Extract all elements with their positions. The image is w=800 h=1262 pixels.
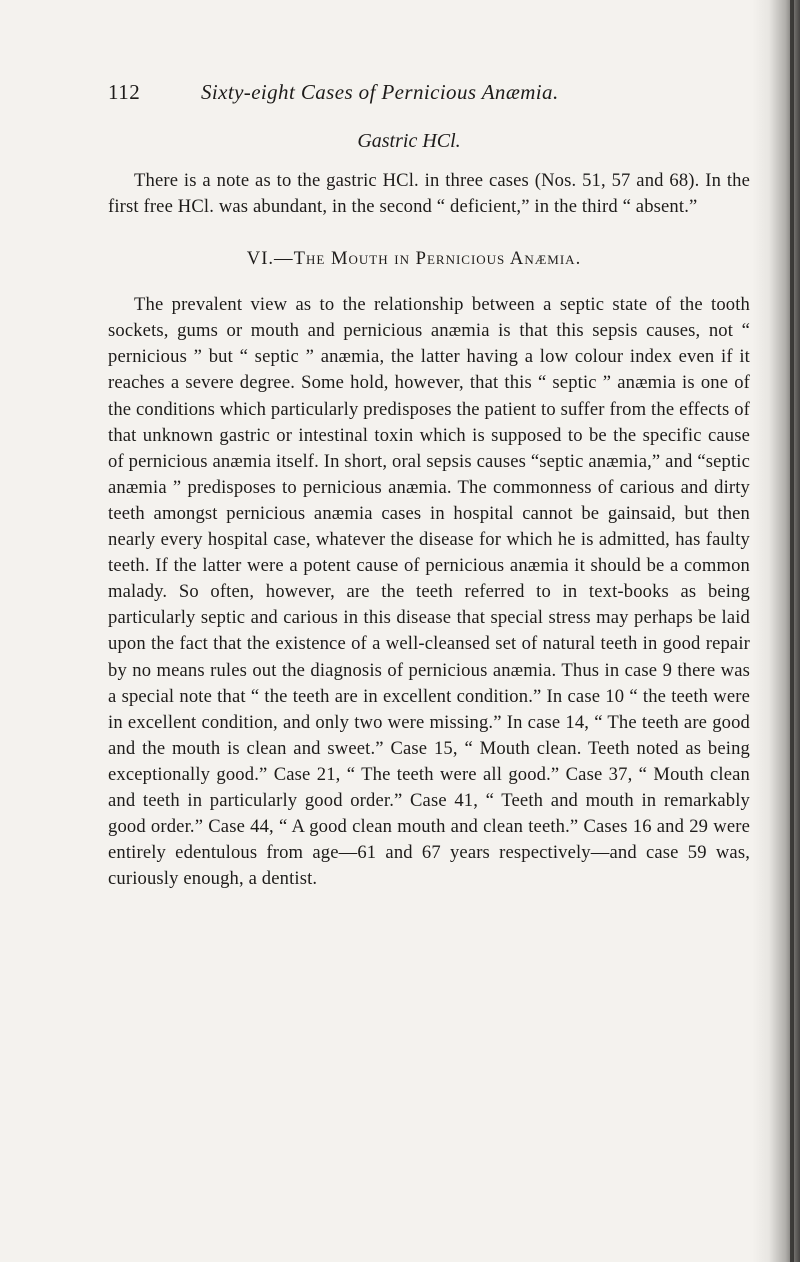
- running-head: [108, 80, 748, 110]
- running-title: Sixty-eight Cases of Pernicious Anæmia.: [201, 80, 559, 104]
- paragraph-gastric-hcl: There is a note as to the gastric HCl. in three cases (Nos. 51, 57 and 68). In the first free HCl. was abundant, in the second “ deficient,” in the third “ absent.”: [108, 170, 750, 218]
- subheading-gastric-hcl: Gastric HCl.: [357, 130, 461, 152]
- page-binding-edge: [790, 0, 794, 1262]
- page-number: 112: [108, 80, 141, 104]
- section-heading-mouth: VI.—The Mouth in Pernicious Anæmia.: [246, 248, 582, 270]
- page-body: [108, 126, 750, 892]
- paragraph-mouth: The prevalent view as to the relationship between a septic state of the tooth sockets, gums or mouth and pernicious anæmia is that this sepsis causes, not “ pernicious ” but “ septic ” anæmia, the latter having a low colour index even if it reaches a severe degree. Some hold, however, that this “ septic ” anæmia is one of the conditions which particularly predisposes the patient to suffer from the effects of that unknown gastric or intestinal toxin which is supposed to be the specific cause of pernicious anæmia itself. In short, oral sepsis causes “septic anæmia,” and “septic anæmia ” predisposes to pernicious anæmia. The commonness of carious and dirty teeth amongst pernicious anæmia cases in hospital cannot be gainsaid, but then nearly every hospital case, whatever the disease for which he is admitted, has faulty teeth. If the latter were a potent cause of pernicious anæmia it should be a common malady. So often, however, are the teeth referred to in text-books as being particularly septic and carious in this disease that special stress may perhaps be laid upon the fact that the existence of a well-cleansed set of natural teeth in good repair by no means rules out the diagnosis of pernicious anæmia. Thus in case 9 there was a special note that “ the teeth are in excellent condition.” In case 10 “ the teeth were in excellent condition, and only two were missing.” In case 14, “ The teeth are good and the mouth is clean and sweet.” Case 15, “ Mouth clean. Teeth noted as being exceptionally good.” Case 21, “ The teeth were all good.” Case 37, “ Mouth clean and teeth in particularly good order.” Case 41, “ Teeth and mouth in remarkably good order.” Case 44, “ A good clean mouth and clean teeth.” Cases 16 and 29 were entirely edentulous from age—61 and 67 years respectively—and case 59 was, curiously enough, a dentist.: [108, 294, 750, 890]
